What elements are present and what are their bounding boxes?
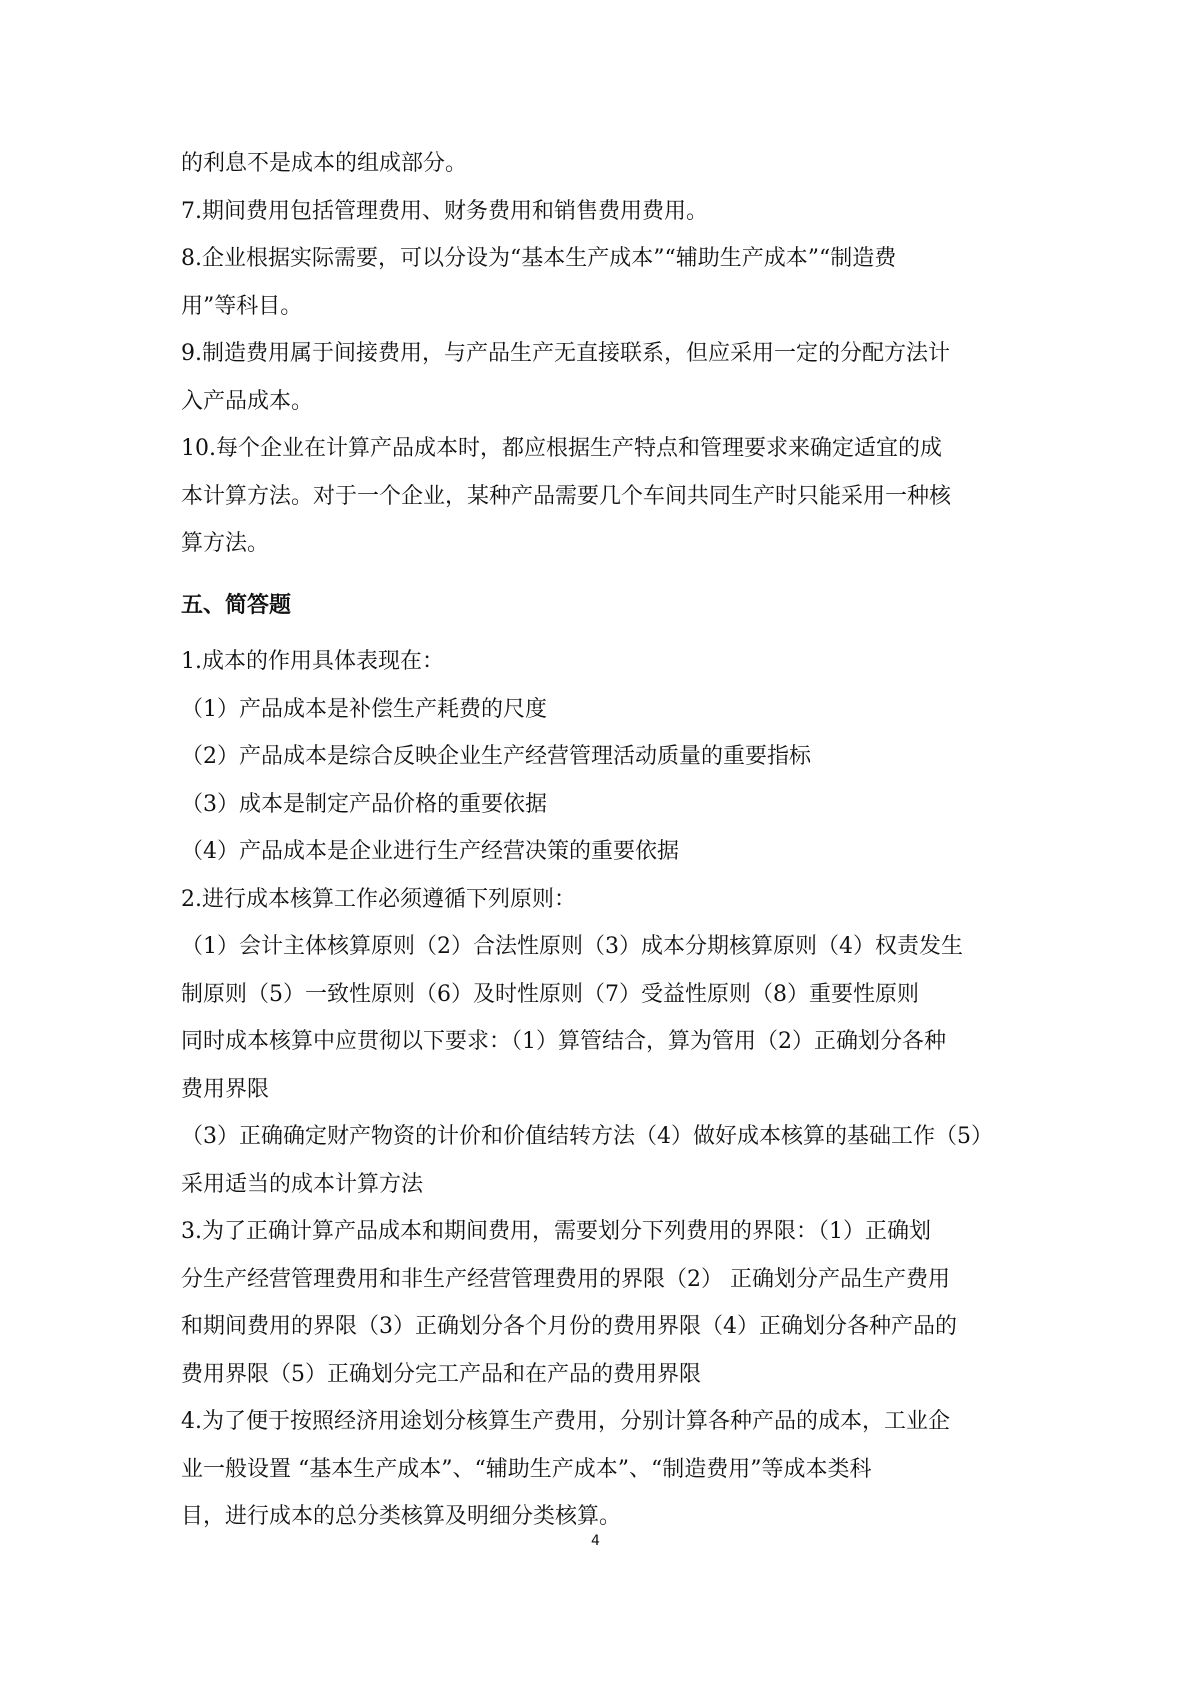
text-line: （2）产品成本是综合反映企业生产经营管理活动质量的重要指标 (181, 744, 811, 769)
top-paragraphs (181, 140, 1021, 568)
text-line: （4）产品成本是企业进行生产经营决策的重要依据 (181, 839, 679, 864)
text-line: 费用界限 (181, 1076, 270, 1102)
text-line: 2.进行成本核算工作必须遵循下列原则： (181, 886, 576, 912)
text-line: 业一般设置 “基本生产成本”、“辅助生产成本”、“制造费用”等成本类科 (181, 1456, 872, 1482)
text-line: 同时成本核算中应贯彻以下要求：（1）算管结合，算为管用（2）正确划分各种 (181, 1029, 946, 1054)
text-line: 和期间费用的界限（3）正确划分各个月份的费用界限（4）正确划分各种产品的 (181, 1314, 957, 1339)
text-line: 4.为了便于按照经济用途划分核算生产费用，分别计算各种产品的成本，工业企 (181, 1409, 950, 1434)
text-line: 本计算方法。对于一个企业，某种产品需要几个车间共同生产时只能采用一种核 (181, 483, 952, 509)
text-line: 8.企业根据实际需要，可以分设为“基本生产成本”“辅助生产成本”“制造费 (181, 246, 897, 271)
text-line: 的利息不是成本的组成部分。 (181, 151, 468, 176)
text-line: （1）产品成本是补偿生产耗费的尺度 (181, 696, 547, 722)
text-line: 9.制造费用属于间接费用，与产品生产无直接联系，但应采用一定的分配方法计 (181, 341, 950, 366)
text-line: 制原则（5）一致性原则（6）及时性原则（7）受益性原则（8）重要性原则 (181, 981, 919, 1007)
document-body (181, 140, 1021, 1541)
text-line: 采用适当的成本计算方法 (181, 1171, 424, 1197)
section-heading: 五、简答题 (181, 592, 292, 618)
text-line: 用”等科目。 (181, 293, 303, 319)
text-line: 1.成本的作用具体表现在： (181, 649, 444, 674)
page-number: 4 (591, 1533, 600, 1549)
text-line: 分生产经营管理费用和非生产经营管理费用的界限（2） 正确划分产品生产费用 (181, 1266, 950, 1292)
text-line: 目，进行成本的总分类核算及明细分类核算。 (181, 1504, 622, 1529)
text-line: 10.每个企业在计算产品成本时，都应根据生产特点和管理要求来确定适宜的成 (181, 436, 942, 461)
text-line: （3）正确确定财产物资的计价和价值结转方法（4）做好成本核算的基础工作（5） (181, 1124, 993, 1149)
text-line: 3.为了正确计算产品成本和期间费用，需要划分下列费用的界限：（1）正确划 (181, 1219, 931, 1244)
text-line: 费用界限（5）正确划分完工产品和在产品的费用界限 (181, 1361, 701, 1387)
text-line: 算方法。 (181, 531, 270, 556)
text-line: 7.期间费用包括管理费用、财务费用和销售费用费用。 (181, 198, 708, 224)
text-line: 入产品成本。 (181, 388, 314, 414)
section-paragraphs (181, 638, 1021, 1541)
text-line: （1）会计主体核算原则（2）合法性原则（3）成本分期核算原则（4）权责发生 (181, 934, 963, 959)
text-line: （3）成本是制定产品价格的重要依据 (181, 791, 547, 817)
